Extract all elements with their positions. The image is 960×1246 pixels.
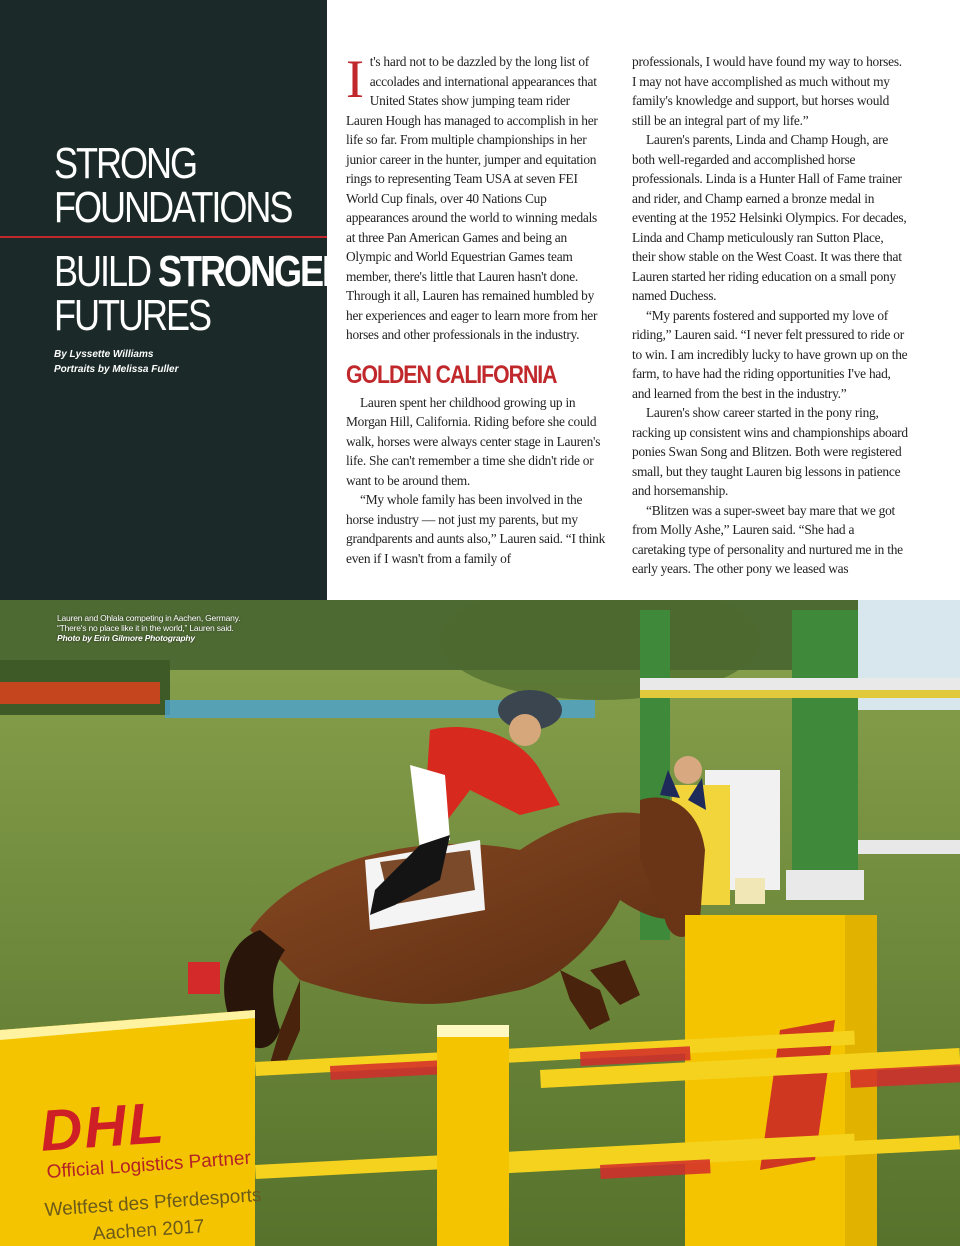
dhl-logo: DHL [38,1090,168,1164]
title-line-foundations: FOUNDATIONS [54,183,292,232]
caption-line-1: Lauren and Ohlala competing in Aachen, Germany. [57,613,241,623]
title-word-build: BUILD [54,247,158,296]
title-divider [0,236,327,238]
byline [54,347,179,377]
paragraph: “Blitzen was a super-sweet bay mare that we got from Molly Ashe,” Lauren said. “She had a caretaking type of personality and nurtured me in the early years. The other pony we leased was [632,502,903,576]
photo-caption [57,613,240,643]
paragraph: Lauren's show career started in the pony ring, racking up consistent wins and championships aboard ponies Swan Song and Blitzen. Both were registered small, but they taught Lauren big lessons in patience and horsemanship. [632,405,908,498]
sign-year-text: Aachen 2017 [92,1216,206,1245]
paragraph: “My whole family has been involved in the horse industry — not just my parents, but my grandparents and aunts also,” Lauren said. “I think even if I wasn't from a family of [346,492,606,566]
caption-line-2: “There's no place like it in the world,” Lauren said. [57,623,234,633]
article-title-upper [54,139,343,232]
sign-partner-text: Official Logistics Partner [46,1147,252,1183]
photo-credit: Photo by Erin Gilmore Photography [57,633,195,643]
byline-author: By Lyssette Williams [54,349,154,360]
title-word-stronger: STRONGER [157,247,347,296]
byline-portraits: Portraits by Melissa Fuller [54,364,179,375]
paragraph: Lauren spent her childhood growing up in Morgan Hill, California. Riding before she could walk, horses were always center stage in Lauren's life. She can't remember a time she didn't ride or want to be around them. [346,394,601,488]
paragraph: Lauren's parents, Linda and Champ Hough, are both well-regarded and accomplished horse professionals. Linda is a Hunter Hall of Fame trainer and rider, and Champ earned a bronze medal in eventing at the 1952 Helsinki Olympics. For decades, Linda and Champ meticulously ran Sutton Place, their show stable on the West Coast. It was there that Lauren started her riding education on a small pony named Duchess. [632,132,907,303]
paragraph-intro: It's hard not to be dazzled by the long list of accolades and international appearances that United States show jumping team rider Lauren Hough has managed to accomplish in her life so far. From multiple championships in her junior career in the hunter, jumper and equitation rings to representing Team USA at seven FEI World Cup finals, over 40 Nations Cup appearances around the world to winning medals at three Pan American Games and being an Olympic and World Equestrian Games team member, there's little that Lauren hasn't done. Through it all, Lauren has remained humbled by her experiences and eager to learn more from her horses and other professionals in the industry. [346,49,598,342]
paragraph: professionals, I would have found my way to horses. I may not have accomplished as much without my family's knowledge and support, but horses would still be an integral part of my life.” [632,54,902,128]
section-heading: GOLDEN CALIFORNIA [346,360,557,389]
text-column-2 [632,52,908,579]
paragraph: “My parents fostered and supported my love of riding,” Lauren said. “I never felt pressured to ride or to win. I am incredibly lucky to have grown up on the farm, to have had the riding opportunities I've had, and learned from the best in the industry.” [632,307,908,401]
text-column-1 [346,49,608,568]
title-line-futures: FUTURES [54,291,211,340]
title-line-strong: STRONG [54,139,197,188]
drop-cap: I [346,49,364,109]
sign-event-text: Weltfest des Pferdesports [44,1184,263,1221]
